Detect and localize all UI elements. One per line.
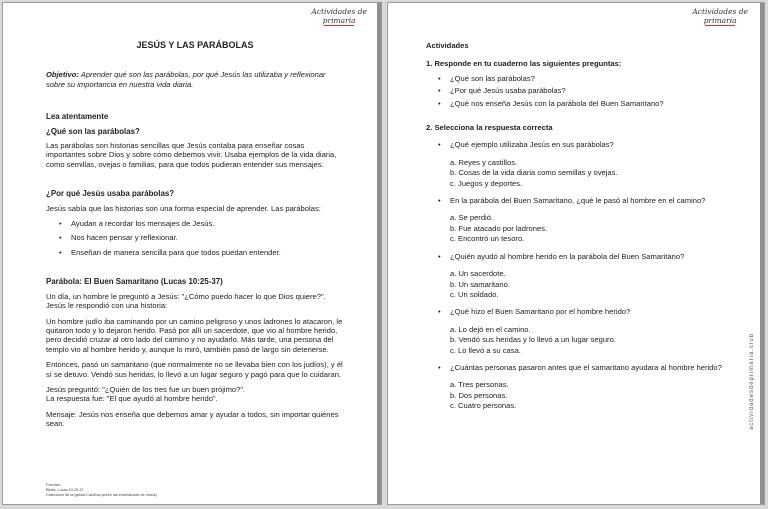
site-watermark: actividadesdeprimaria.club [749, 333, 755, 431]
objective-text: Aprender qué son las parábolas, por qué Jesús las utilizaba y reflexionar sobre su importancia en nuestra vida diaria. [46, 70, 326, 89]
parable-p3: Entonces, pasó un samaritano (que normalmente no se llevaba bien con los judíos), y él sí se detuvo. Vendó sus heridas, lo llevó a un lugar seguro y pagó para que lo cuidaran. [46, 360, 343, 379]
section2-title: 2. Selecciona la respuesta correcta [426, 123, 553, 133]
option: b. Vendó sus heridas y lo llevó a un lugar seguro. [450, 335, 616, 345]
question-5: • ¿Cuántas personas pasaron antes que el samaritano ayudara al hombre herido? [426, 363, 736, 372]
list-item: • ¿Por qué Jesús usaba parábolas? [426, 86, 736, 95]
spacer [46, 175, 344, 189]
footer-line: Catecismo de la Iglesia Católica (sobre las enseñanzas de Jesús) [46, 493, 157, 497]
q2-bullet-list [46, 219, 344, 257]
objective-label: Objetivo: [46, 70, 79, 80]
brand-line1: Actividades de [692, 7, 748, 16]
list-item: • Enseñan de manera sencilla para que todos puedan entender. [46, 248, 344, 257]
read-heading: Lea atentamente [46, 112, 109, 122]
brand-line1: Actividades de [311, 7, 367, 16]
sources-footer [46, 483, 157, 498]
option: a. Tres personas. [450, 380, 509, 390]
list-item: • ¿Qué nos enseña Jesús con la parábola del Buen Samaritano? [426, 99, 736, 108]
options-1 [426, 158, 736, 188]
right-content [426, 41, 736, 419]
brand-logo [311, 7, 367, 26]
spacer [46, 263, 344, 277]
option: b. Cosas de la vida diaria como semillas y ovejas. [450, 168, 618, 178]
brand-line2: primaria [322, 16, 356, 25]
options-5 [426, 380, 736, 410]
list-item: • ¿Qué son las parábolas? [426, 74, 736, 83]
option: a. Lo dejó en el camino. [450, 324, 531, 334]
option: b. Fue atacado por ladrones. [450, 223, 548, 233]
question-3: • ¿Quién ayudó al hombre herido en la parábola del Buen Samaritano? [426, 252, 736, 261]
option: c. Cuatro personas. [450, 401, 517, 411]
options-4 [426, 325, 736, 355]
parable-p1: Un día, un hombre le preguntó a Jesús: "¿Cómo puedo hacer lo que Dios quiere?". Jesús le respondió con una historia: [46, 291, 326, 311]
footer-line: Biblia: Lucas 10:25-37 [46, 488, 84, 492]
options-2 [426, 213, 736, 243]
option: c. Un soldado. [450, 289, 499, 299]
option: c. Encontró un tesoro. [450, 234, 525, 244]
footer-line: Fuentes: [46, 483, 61, 487]
parable-p4b: La respuesta fue: "El que ayudó al hombre herido". [46, 394, 218, 404]
parable-p4 [46, 385, 344, 404]
q1-heading: ¿Qué son las parábolas? [46, 126, 140, 136]
option: b. Un samaritano. [450, 279, 510, 289]
page-edge-bar [377, 3, 381, 504]
q2-text: Jesús sabía que las historias son una forma especial de aprender. Las parábolas: [46, 203, 321, 213]
parable-p4a: Jesús preguntó: "¿Quién de los tres fue un buen prójimo?". [46, 384, 246, 394]
q2-heading: ¿Por qué Jesús usaba parábolas? [46, 189, 175, 199]
section1-list [426, 74, 736, 108]
brand-underline [324, 25, 354, 26]
option: a. Reyes y castillos. [450, 157, 518, 167]
question-1: • ¿Qué ejemplo utilizaba Jesús en sus parábolas? [426, 140, 736, 149]
page-left [2, 2, 382, 505]
brand-logo [692, 7, 748, 26]
options-3 [426, 269, 736, 299]
list-item: • Nos hacen pensar y reflexionar. [46, 233, 344, 242]
activities-title: Actividades [426, 41, 469, 50]
page-right [387, 2, 765, 505]
question-2: • En la parábola del Buen Samaritano, ¿qué le pasó al hombre en el camino? [426, 196, 736, 205]
q1-text: Las parábolas son historias sencillas que Jesús contaba para enseñar cosas importantes sobre Dios y sobre cómo debemos vivir. Usaba ejemplos de la vida diaria, como semillas, ovejas o familias, para que todos pudieran entender sus mensajes. [46, 141, 337, 169]
option: c. Juegos y deportes. [450, 178, 523, 188]
parable-message: Mensaje: Jesús nos enseña que debemos amar y ayudar a todos, sin importar quiénes sean. [46, 409, 339, 429]
parable-p2: Un hombre judío iba caminando por un camino peligroso y unos ladrones lo atacaron, le quitaron todo y lo dejaron herido. Pasó por allí un sacerdote, que vio al hombre herido, pero decidió cruzar al otro lado del camino y no ayudarlo. Más tarde, una persona del templo vio al hombre herido y, aunque lo miró, también pasó de largo sin detenerse. [46, 316, 343, 354]
option: a. Un sacerdote. [450, 269, 506, 279]
question-4: • ¿Qué hizo el Buen Samaritano por el hombre herido? [426, 307, 736, 316]
option: b. Dos personas. [450, 390, 508, 400]
objective [46, 70, 344, 89]
brand-underline [705, 25, 735, 26]
option: a. Se perdió. [450, 213, 494, 223]
page-title: JESÚS Y LAS PARÁBOLAS [136, 40, 254, 50]
page-edge-bar [760, 3, 764, 504]
option: c. Lo llevó a su casa. [450, 345, 521, 355]
section1-title: 1. Responde en tu cuaderno las siguientes preguntas: [426, 59, 622, 69]
brand-line2: primaria [703, 16, 737, 25]
left-content [46, 41, 344, 435]
list-item: • Ayudan a recordar los mensajes de Jesús. [46, 219, 344, 228]
parable-heading: Parábola: El Buen Samaritano (Lucas 10:25-37) [46, 277, 223, 287]
